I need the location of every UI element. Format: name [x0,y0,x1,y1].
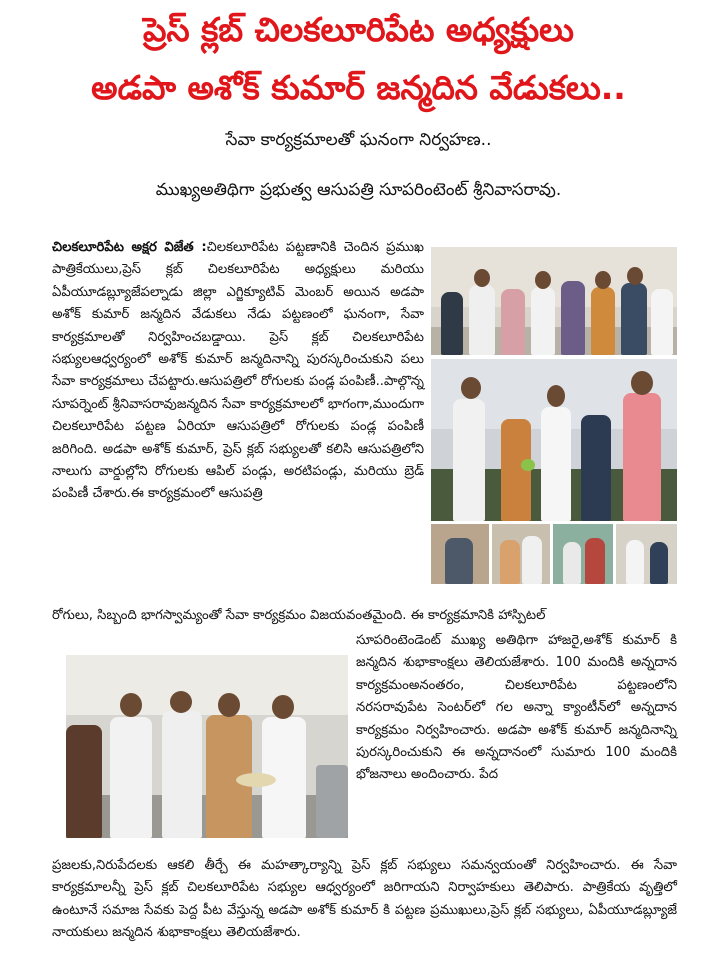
photo-strip-3 [553,524,613,584]
article-full-width-1: రోగులు, సిబ్బంది భాగస్వామ్యంతో సేవా కార్యక్రమం విజయవంతమైంది. ఈ కార్యక్రమానికి హాస్పిటల్ [52,608,546,623]
article-column-1 [52,237,424,506]
subheading-1: సేవా కార్యక్రమాలతో ఘనంగా నిర్వహణ.. [225,130,492,150]
article-column-2: సూపరింటెండెంట్ ముఖ్య అతిథిగా హాజరై,అశోక్ కుమార్ కి జన్మదిన శుభాకాంక్షలు తెలియజేశారు. 100 మందికి అన్నదాన కార్యక్రమంఅనంతరం, చిలకలూరిపేట పట్టణంలోని నరసరావుపేట సెంటర్‌లో గల అన్నా క్యాంటీన్‌లో అన్నదాన కార్యక్రమం నిర్వహించారు. అడపా అశోక్ కుమార్ జన్మదినాన్ని పురస్కరించుకుని ఈ అన్నదానంలో సుమారు 100 మందికి భోజనాలు అందించారు. పేద [356,633,677,783]
photo-fruit-distribution [431,359,677,521]
photo-food-distribution [66,655,348,838]
photo-group-hospital [431,247,677,355]
article-dateline: చిలకలూరిపేట అక్షర విజేత : [52,240,207,255]
photo-strip-1 [431,524,489,584]
photo-strip-4 [616,524,677,584]
headline-line-1: ప్రెస్ క్లబ్ చిలకలూరిపేట అధ్యక్షులు [143,10,574,49]
photo-strip-2 [492,524,550,584]
article-body-1: చిలకలూరిపేట పట్టణానికి చెందిన ప్రముఖ పాత్రికేయులు,ప్రెస్ క్లబ్ చిలకలూరిపేట అధ్యక్షులు మరియు ఏపీయూడబ్ల్యూజేపల్నాడు జిల్లా ఎగ్జిక్యూటివ్ మెంబర్ అయిన అడపా అశోక్ కుమార్ జన్మదిన వేడుకలు నేడు పట్టణంలో ఘనంగా, సేవా కార్యక్రమాలతో నిర్వహించబడ్డాయి. ప్రెస్ క్లబ్ చిలకలూరిపేట సభ్యులఆధ్వర్యంలో అశోక్ కుమార్ జన్మదినాన్ని పురస్కరించుకుని పలు సేవా కార్యక్రమాలు చేపట్టారు.ఆసుపత్రిలో రోగులకు పండ్ల పంపిణీ..పాల్గొన్న సూపర్నెంట్ శ్రీనివాసరావుజన్మదిన సేవా కార్యక్రమాలలో భాగంగా,ముందుగా చిలకలూరిపేట పట్టణ ఏరియా ఆసుపత్రిలో రోగులకు పండ్ల పంపిణీ జరిగింది. అడపా అశోక్ కుమార్, ప్రెస్ క్లబ్ సభ్యులతో కలిసి ఆసుపత్రిలోని నాలుగు వార్డుల్లోని రోగులకు ఆపిల్ పండ్లు, అరటిపండ్లు, మరియు బ్రెడ్ పంపిణీ చేశారు.ఈ కార్యక్రమంలో ఆసుపత్రి [52,240,424,502]
article-full-width-2: ప్రజలకు,నిరుపేదలకు ఆకలి తీర్చే ఈ మహత్కార్యాన్ని ప్రెస్ క్లబ్ సభ్యులు సమన్వయంతో నిర్వహించారు. ఈ సేవా కార్యక్రమాలన్నీ ప్రెస్ క్లబ్ చిలకలూరిపేట సభ్యుల ఆధ్వర్యంలో జరిగాయని నిర్వాహకులు తెలిపారు. పాత్రికేయ వృత్తిలో ఉంటూనే సమాజ సేవకు పెద్ద పీట వేస్తున్న అడపా అశోక్ కుమార్ కి పట్టణ ప్రముఖులు,ప్రెస్ క్లబ్ సభ్యులు, ఏపీయూడబ్ల్యూజే నాయకులు జన్మదిన శుభాకాంక్షలు తెలియజేశారు. [52,858,677,941]
subheading-2: ముఖ్యఅతిథిగా ప్రభుత్వ ఆసుపత్రి సూపరింటెంట్ శ్రీనివాసరావు. [155,180,562,200]
headline-line-2: అడపా అశోక్ కుమార్ జన్మదిన వేడుకలు.. [91,68,626,107]
